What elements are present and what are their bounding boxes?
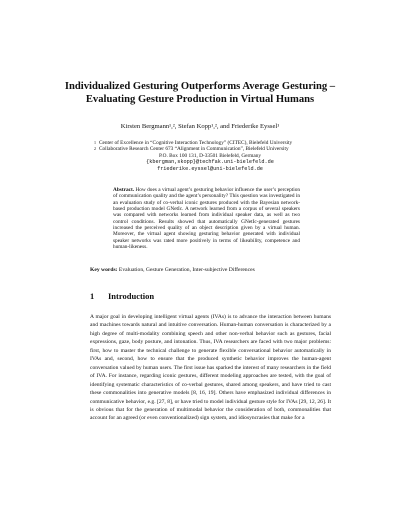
affiliation-2 [90, 146, 330, 152]
title-line-1: Individualized Gesturing Outperforms Average Gesturing – [64, 81, 336, 92]
affiliation-text: Center of Excellence in “Cognitive Interaction Technology” (CITEC), Bielefeld University [99, 140, 293, 146]
affiliations [90, 140, 330, 172]
title-line-2: Evaluating Gesture Production in Virtual Humans [85, 94, 315, 105]
affiliation-number: 1 [94, 140, 96, 145]
abstract-text: How does a virtual agent’s gesturing behavior influence the user’s perception of communication quality and the agent’s personality? This question was investigated in an evaluation study of co-verbal iconic gestures produced with the Bayesian network-based production model GNetIc. A network learned from a corpus of several speakers was compared with networks learned from individual speaker data, as well as two control conditions. Results showed that automatically GNetIc-generated gestures increased the perceived quality of an object description given by a virtual human. Moreover, the virtual agent showing gesturing behavior generated with individual speaker networks was rated more positively in terms of likeability, competence and human-likeness. [113, 187, 300, 251]
section-heading [90, 291, 330, 301]
author-list: Kirsten Bergmann¹,², Stefan Kopp¹,², and Friederike Eyssel¹ [120, 123, 280, 130]
abstract-label: Abstract. [113, 187, 135, 193]
affiliation-number: 2 [94, 146, 96, 152]
section-number: 1 [90, 291, 95, 301]
abstract [113, 187, 300, 250]
section-title: Introduction [108, 291, 155, 301]
postal-address: P.O. Box 100 131, D-33501 Bielefeld, Germany [158, 152, 262, 159]
introduction-paragraph: A major goal in developing intelligent virtual agents (IVAs) is to advance the interaction between humans and machines towards natural and intuitive conversation. Human-human conversation is characterized by a high degree of multi-modality combining speech and other non-verbal behavior such as gestures, facial expressions, gaze, body posture, and intonation. Thus, IVA researchers are faced with two major problems: first, how to master the technical challenge to generate flexible conversational behavior automatically in IVAs and, second, how to ensure that the produced synthetic behavior improves the human-agent conversation valued by human users. The first issue has sparked the interest of many researchers in the field of IVA. For instance, regarding iconic gestures, different modeling approaches are tested, with the goal of identifying systematic characteristics of co-verbal gestures, shared among speakers, and have tried to cast these commonalities into generative models [8, 16, 19]. Others have emphasized individual differences in communicative behavior, e.g. [27, 8], or have tried to model individual gesture style for IVAs [29, 12, 26]. It is obvious that for the generation of multimodal behavior the consideration of both, commonalities that account for an agreed (or even conventionalized) sign system, and idiosyncrasies that make for a [90, 314, 331, 422]
email-line-1[interactable]: {kbergman,skopp}@techfak.uni-bielefeld.de [146, 159, 274, 166]
email-line-2[interactable]: friederike.eyssel@uni-bielefeld.de [157, 165, 263, 172]
affiliation-text: Collaborative Research Center 673 “Alignment in Communication”, Bielefeld University [99, 146, 289, 153]
paper-title [60, 80, 340, 106]
keywords [90, 267, 330, 273]
keywords-label: Key words: [90, 267, 118, 273]
keywords-text: Evaluation, Gesture Generation, Inter-subjective Differences [118, 267, 255, 273]
